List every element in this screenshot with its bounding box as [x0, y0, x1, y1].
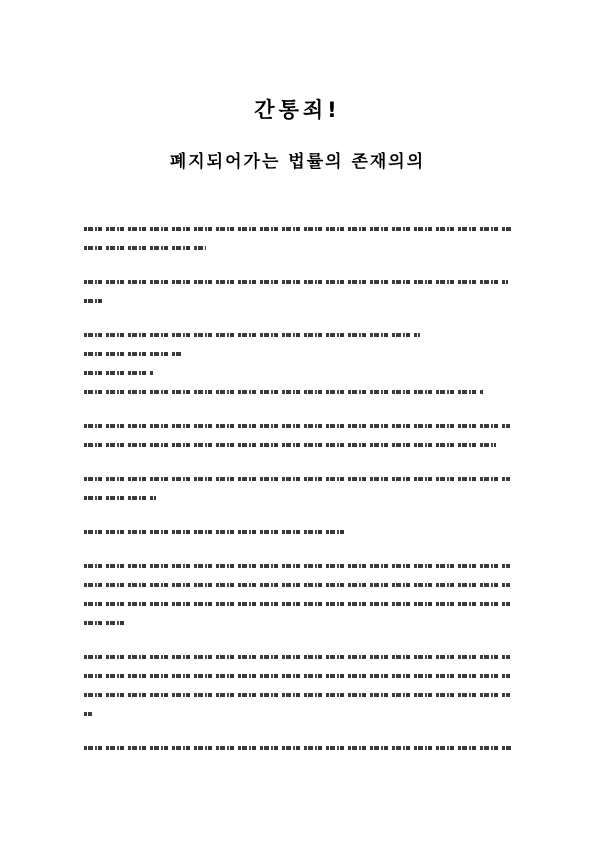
text-line	[84, 294, 512, 309]
text-line	[84, 347, 512, 362]
text-line	[84, 597, 512, 612]
text-line	[84, 688, 512, 703]
text-line	[84, 669, 512, 684]
text-line	[84, 366, 512, 381]
text-line	[84, 578, 512, 593]
text-line	[84, 222, 512, 237]
text-line	[84, 650, 512, 665]
paragraph	[84, 419, 512, 453]
paragraph	[84, 559, 512, 631]
paragraph	[84, 275, 512, 309]
paragraph	[84, 650, 512, 722]
text-line	[84, 328, 512, 343]
paragraph	[84, 222, 512, 256]
document-body	[84, 222, 512, 775]
paragraph	[84, 525, 512, 540]
text-line	[84, 491, 512, 506]
text-line	[84, 419, 512, 434]
text-line	[84, 559, 512, 574]
text-line	[84, 616, 512, 631]
document-title: 간통죄!	[254, 98, 341, 122]
paragraph	[84, 472, 512, 506]
text-line	[84, 741, 512, 756]
document-subtitle: 폐지되어가는 법률의 존재의의	[169, 152, 426, 172]
text-line	[84, 438, 512, 453]
paragraph	[84, 741, 512, 756]
text-line	[84, 275, 512, 290]
paragraph	[84, 328, 512, 400]
text-line	[84, 241, 512, 256]
text-line	[84, 472, 512, 487]
text-line	[84, 385, 512, 400]
text-line	[84, 707, 512, 722]
text-line	[84, 525, 512, 540]
